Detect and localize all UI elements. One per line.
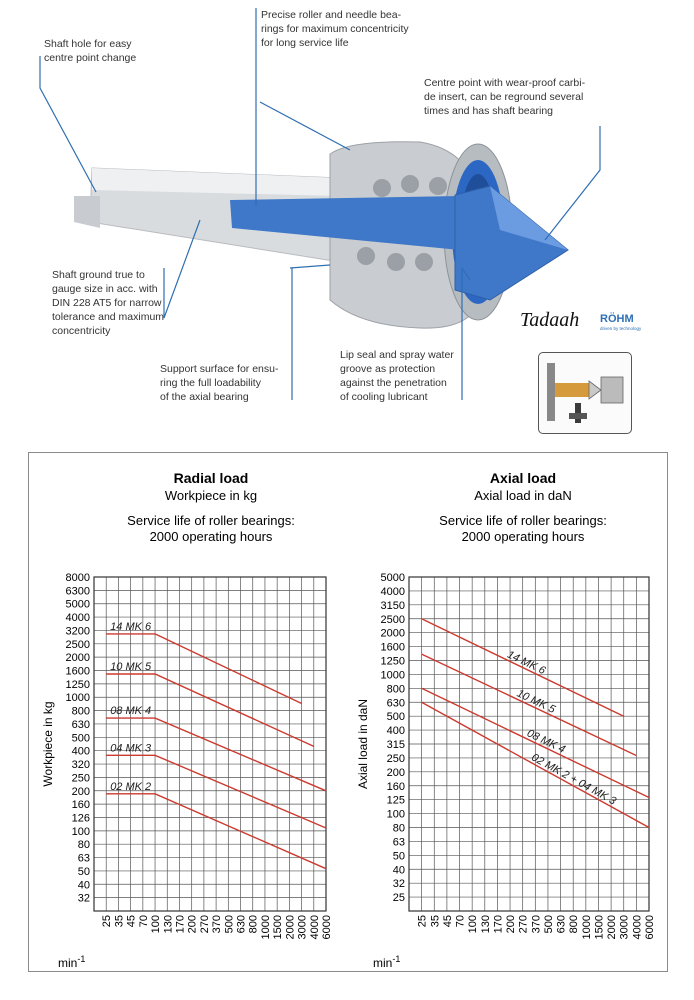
logo-tadaah <box>518 308 596 331</box>
radial-y-tick: 400 <box>71 745 90 758</box>
load-charts-panel <box>28 452 668 972</box>
axial-y-tick: 5000 <box>380 572 405 584</box>
radial-y-tick: 63 <box>77 852 90 865</box>
radial-y-tick: 6300 <box>65 585 90 598</box>
radial-chart-subtitle: Workpiece in kg <box>164 488 258 503</box>
radial-x-tick: 1500 <box>272 915 285 940</box>
radial-x-tick: 270 <box>198 915 211 934</box>
radial-y-tick: 1000 <box>65 692 90 705</box>
radial-series-label: 14 MK 6 <box>110 620 152 633</box>
axial-x-tick: 1000 <box>580 915 593 940</box>
axial-x-tick: 130 <box>479 915 492 934</box>
axial-y-tick: 2000 <box>380 627 405 640</box>
radial-x-tick: 130 <box>162 915 175 934</box>
radial-series-label: 10 MK 5 <box>110 661 152 673</box>
axial-y-tick: 500 <box>386 711 405 724</box>
radial-series-label: 08 MK 4 <box>110 705 152 718</box>
axial-chart-title: Axial load <box>489 470 557 486</box>
radial-y-tick: 40 <box>77 879 90 892</box>
callout-support-surface: Support surface for ensu- ring the full loadability of the axial bearing <box>160 363 279 403</box>
lathe-application-icon <box>538 352 632 434</box>
axial-y-tick: 40 <box>392 864 405 877</box>
axial-y-tick: 800 <box>386 683 405 696</box>
radial-y-tick: 5000 <box>65 598 90 611</box>
axial-x-tick: 630 <box>555 915 568 934</box>
radial-y-tick: 1250 <box>65 678 90 691</box>
axial-x-tick: 6000 <box>644 915 656 940</box>
axial-y-tick: 400 <box>386 725 405 738</box>
radial-y-tick: 630 <box>71 718 90 731</box>
radial-x-tick: 25 <box>101 915 114 928</box>
axial-x-tick: 1500 <box>593 915 606 940</box>
radial-x-tick: 370 <box>211 915 224 934</box>
radial-y-tick: 32 <box>77 892 90 905</box>
radial-chart-service-life: Service life of roller bearings: 2000 operating hours <box>127 513 295 544</box>
axial-x-tick: 4000 <box>631 915 644 940</box>
radial-y-tick: 250 <box>71 772 90 785</box>
axial-y-tick: 2500 <box>380 613 405 626</box>
axial-load-chart <box>356 572 656 970</box>
axial-y-tick: 100 <box>386 808 405 821</box>
radial-y-tick: 8000 <box>65 572 90 584</box>
radial-y-tick: 320 <box>71 759 90 772</box>
axial-series-label: 08 MK 4 <box>524 727 568 756</box>
radial-x-tick: 45 <box>125 915 138 928</box>
axial-y-tick: 1000 <box>380 669 405 682</box>
axial-series-label: 02 MK 2 + 04 MK 3 <box>529 751 618 808</box>
radial-x-tick: 6000 <box>321 915 333 940</box>
callout-shaft-ground: Shaft ground true to gauge size in acc. with DIN 228 AT5 for narrow tolerance and maximum concentricity <box>52 269 165 337</box>
axial-y-tick: 160 <box>386 780 405 793</box>
load-charts <box>29 453 667 971</box>
axial-y-tick: 80 <box>392 822 405 835</box>
radial-y-tick: 126 <box>71 812 90 825</box>
axial-x-tick: 2000 <box>606 915 619 940</box>
radial-y-tick: 160 <box>71 799 90 812</box>
axial-y-tick: 1600 <box>380 641 405 654</box>
radial-y-tick: 1600 <box>65 665 90 678</box>
axial-chart-service-life: Service life of roller bearings: 2000 operating hours <box>439 513 607 544</box>
radial-y-tick: 4000 <box>65 612 90 625</box>
axial-y-tick: 125 <box>386 794 405 807</box>
axial-x-tick: 800 <box>568 915 581 934</box>
axial-y-tick: 200 <box>386 766 405 779</box>
axial-y-tick: 3150 <box>380 599 405 612</box>
axial-y-tick: 315 <box>386 739 405 751</box>
radial-y-tick: 3200 <box>65 625 90 638</box>
radial-y-tick: 800 <box>71 705 90 718</box>
logo-rohm <box>600 312 642 331</box>
radial-load-chart <box>41 572 333 970</box>
axial-y-axis-label: Axial load in daN <box>356 698 370 790</box>
radial-y-tick: 100 <box>71 825 90 838</box>
axial-x-tick: 45 <box>441 915 454 928</box>
radial-y-tick: 2500 <box>65 638 90 651</box>
radial-x-tick: 100 <box>150 915 163 934</box>
axial-x-tick: 70 <box>454 915 467 928</box>
radial-series-label: 04 MK 3 <box>110 742 152 755</box>
axial-y-tick: 50 <box>392 850 405 863</box>
axial-y-tick: 4000 <box>380 585 405 598</box>
radial-x-tick: 2000 <box>284 915 297 940</box>
radial-x-tick: 70 <box>137 915 150 928</box>
axial-y-tick: 1250 <box>380 655 405 668</box>
radial-y-tick: 50 <box>77 865 90 878</box>
axial-x-axis-label: $\min^{-1}$ <box>373 954 401 970</box>
radial-y-tick: 2000 <box>65 652 90 665</box>
axial-x-tick: 170 <box>492 915 505 934</box>
axial-series-label: 10 MK 5 <box>514 687 557 716</box>
callout-bearings: Precise roller and needle bea- rings for maximum concentricity for long service life <box>261 9 409 49</box>
radial-x-tick: 3000 <box>296 915 309 940</box>
axial-x-tick: 100 <box>467 915 480 934</box>
axial-x-tick: 270 <box>517 915 530 934</box>
radial-y-tick: 80 <box>77 839 90 852</box>
axial-x-tick: 500 <box>542 915 555 934</box>
axial-x-tick: 200 <box>505 915 518 934</box>
radial-x-axis-label: $\min^{-1}$ <box>58 954 86 970</box>
logo-tadaah-text: Tadaah <box>520 309 580 331</box>
axial-y-tick: 25 <box>392 892 405 905</box>
radial-x-tick: 200 <box>186 915 199 934</box>
callout-lip-seal: Lip seal and spray water groove as protection against the penetration of cooling lubricant <box>340 349 454 403</box>
radial-y-axis-label: Workpiece in kg <box>41 701 55 787</box>
axial-y-tick: 250 <box>386 752 405 765</box>
logo-rohm-text: RÖHM <box>600 313 634 325</box>
radial-x-tick: 800 <box>247 915 260 934</box>
axial-x-tick: 25 <box>416 915 429 928</box>
callout-centre-point: Centre point with wear-proof carbi- de insert, can be reground several times and has shaft bearing <box>424 77 586 117</box>
axial-x-tick: 370 <box>530 915 543 934</box>
radial-chart-title: Radial load <box>173 470 249 486</box>
radial-x-tick: 630 <box>235 915 248 934</box>
axial-y-tick: 32 <box>392 878 405 891</box>
axial-series-label: 14 MK 6 <box>505 648 548 678</box>
axial-x-tick: 3000 <box>618 915 631 940</box>
axial-y-tick: 630 <box>386 697 405 710</box>
radial-series-label: 02 MK 2 <box>110 780 152 793</box>
radial-y-tick: 500 <box>71 732 90 745</box>
radial-x-tick: 4000 <box>308 915 321 940</box>
callout-shaft-hole: Shaft hole for easy centre point change <box>44 38 137 64</box>
radial-x-tick: 500 <box>223 915 236 934</box>
axial-chart-subtitle: Axial load in daN <box>474 488 572 503</box>
radial-x-tick: 35 <box>113 915 126 928</box>
axial-x-tick: 35 <box>429 915 442 928</box>
logo-rohm-tagline: driven by technology <box>600 326 642 331</box>
radial-y-tick: 200 <box>71 785 90 798</box>
lathe-icon <box>539 353 631 433</box>
axial-y-tick: 63 <box>392 836 405 849</box>
radial-x-tick: 1000 <box>259 915 272 940</box>
radial-x-tick: 170 <box>174 915 187 934</box>
